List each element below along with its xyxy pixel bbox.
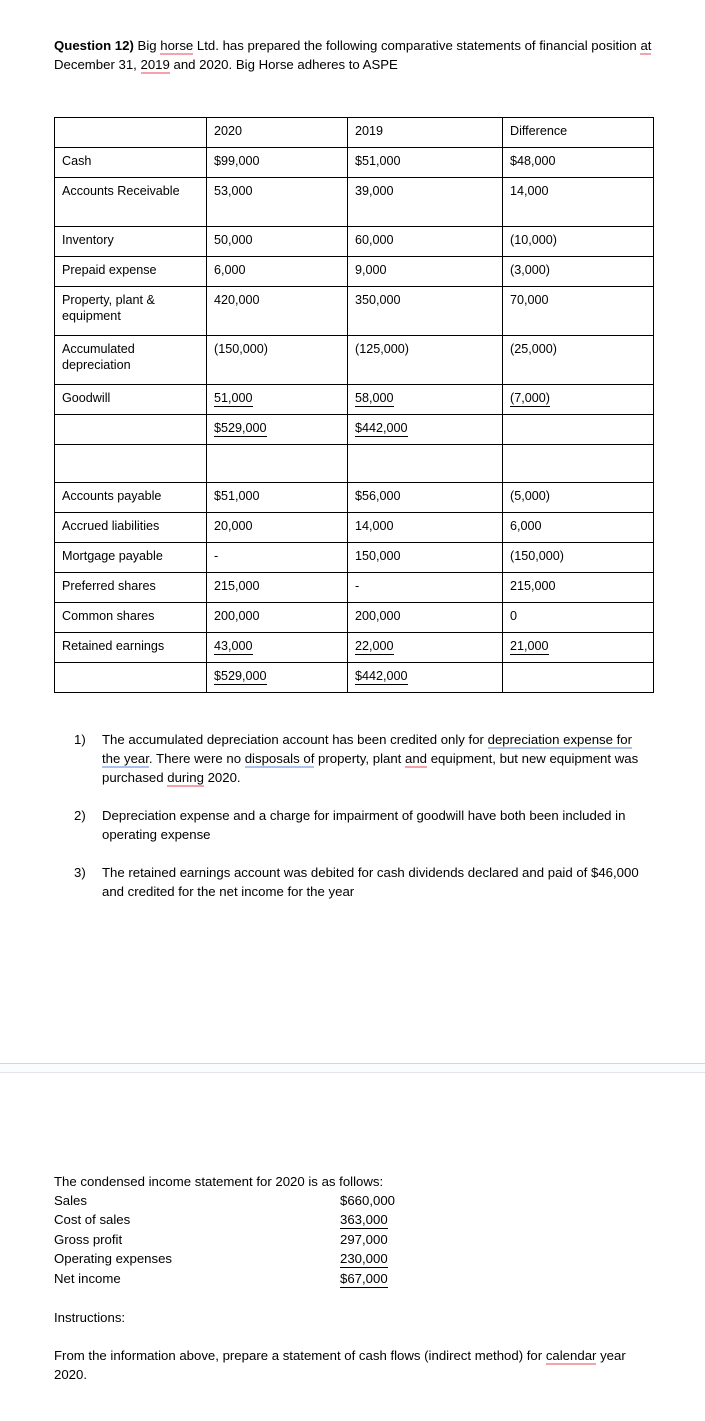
table-row <box>55 603 654 633</box>
row-value-2020-cell: 20,000 <box>207 513 348 543</box>
income-statement-row <box>54 1210 474 1229</box>
row-value-2019-cell <box>348 445 503 483</box>
underlined-total: (7,000) <box>510 391 550 405</box>
note-text: Depreciation expense and a charge for impairment of goodwill have both been included in operating expense <box>102 808 626 842</box>
question-text-d: and 2020. Big Horse adheres to ASPE <box>169 57 398 72</box>
row-difference-cell <box>503 385 654 415</box>
row-difference-cell: (10,000) <box>503 227 654 257</box>
row-value-2020-cell: 420,000 <box>207 287 348 336</box>
question-number: Question 12) <box>54 38 134 53</box>
note-text-e: 2020. <box>203 770 241 785</box>
header-cell-2019: 2019 <box>348 118 503 148</box>
table-row <box>55 257 654 287</box>
income-line-value <box>340 1249 388 1268</box>
row-value-2019-cell: $56,000 <box>348 483 503 513</box>
row-value-2020-cell <box>207 415 348 445</box>
question-text-c: December 31, <box>54 57 141 72</box>
income-statement-row <box>54 1249 474 1268</box>
comparative-financial-position-table <box>54 117 654 693</box>
row-value-2019-cell <box>348 633 503 663</box>
row-label-cell <box>55 445 207 483</box>
income-line-value: 297,000 <box>340 1231 388 1247</box>
table-row <box>55 663 654 693</box>
underlined-total: 58,000 <box>355 391 394 405</box>
table-row <box>55 483 654 513</box>
spellcheck-word-horse: horse <box>160 38 194 53</box>
list-item <box>74 806 654 844</box>
list-item <box>74 730 654 787</box>
note-number: 2) <box>74 808 86 823</box>
income-statement-intro: The condensed income statement for 2020 is as follows: <box>54 1174 384 1189</box>
row-difference-cell: 70,000 <box>503 287 654 336</box>
row-value-2019-cell: 60,000 <box>348 227 503 257</box>
row-value-2020-cell <box>207 445 348 483</box>
row-value-2019-cell: $51,000 <box>348 148 503 178</box>
row-difference-cell: 215,000 <box>503 573 654 603</box>
row-difference-cell <box>503 415 654 445</box>
row-value-2019-cell: (125,000) <box>348 336 503 385</box>
row-value-2019-cell: 150,000 <box>348 543 503 573</box>
row-difference-cell: 6,000 <box>503 513 654 543</box>
row-difference-cell: (5,000) <box>503 483 654 513</box>
note-text-b: . There were no <box>148 751 245 766</box>
list-item <box>74 863 654 901</box>
underlined-total: 22,000 <box>355 639 394 653</box>
row-difference-cell <box>503 633 654 663</box>
table-row <box>55 513 654 543</box>
row-difference-cell: (150,000) <box>503 543 654 573</box>
row-label-cell: Property, plant & equipment <box>55 287 207 336</box>
row-value-2020-cell: 200,000 <box>207 603 348 633</box>
header-cell-difference: Difference <box>503 118 654 148</box>
instructions-text-b: year 2020. <box>54 1348 626 1382</box>
row-label-cell: Prepaid expense <box>55 257 207 287</box>
row-value-2020-cell: $51,000 <box>207 483 348 513</box>
table-row <box>55 178 654 227</box>
spellcheck-word-2019: 2019 <box>140 57 170 72</box>
row-value-2019-cell <box>348 415 503 445</box>
row-value-2020-cell: (150,000) <box>207 336 348 385</box>
spellcheck-word-calendar: calendar <box>545 1348 597 1363</box>
row-difference-cell: $48,000 <box>503 148 654 178</box>
row-value-2019-cell <box>348 385 503 415</box>
row-label-cell: Preferred shares <box>55 573 207 603</box>
row-label-cell: Cash <box>55 148 207 178</box>
header-cell-2020: 2020 <box>207 118 348 148</box>
row-label-cell: Accounts payable <box>55 483 207 513</box>
spellcheck-word-and: and <box>405 751 428 766</box>
income-line-value <box>340 1210 388 1229</box>
row-label-cell: Inventory <box>55 227 207 257</box>
question-text-a: Big <box>133 38 161 53</box>
page-break-divider <box>0 1063 705 1073</box>
table-row <box>55 148 654 178</box>
underlined-total: 51,000 <box>214 391 253 405</box>
underlined-amount: 230,000 <box>340 1251 388 1267</box>
row-difference-cell <box>503 663 654 693</box>
instructions-body <box>54 1346 644 1384</box>
row-label-cell: Accounts Receivable <box>55 178 207 227</box>
row-label-cell: Mortgage payable <box>55 543 207 573</box>
underlined-total: $529,000 <box>214 421 267 435</box>
row-value-2019-cell: 9,000 <box>348 257 503 287</box>
row-label-cell: Common shares <box>55 603 207 633</box>
row-value-2020-cell: 6,000 <box>207 257 348 287</box>
income-line-label: Net income <box>54 1270 121 1286</box>
row-value-2020-cell: $99,000 <box>207 148 348 178</box>
table-row <box>55 287 654 336</box>
question-heading <box>54 36 654 74</box>
notes-list <box>74 730 654 901</box>
note-text: The retained earnings account was debited for cash dividends declared and paid of $46,000 and credited for the net income for the year <box>102 865 639 899</box>
income-line-value: $660,000 <box>340 1193 396 1208</box>
row-value-2020-cell: 215,000 <box>207 573 348 603</box>
table-row <box>55 227 654 257</box>
row-value-2019-cell: 14,000 <box>348 513 503 543</box>
underlined-amount: 363,000 <box>340 1212 388 1228</box>
income-line-label: Sales <box>54 1193 87 1208</box>
row-label-cell: Retained earnings <box>55 633 207 663</box>
table-row <box>55 543 654 573</box>
table-row <box>55 415 654 445</box>
income-statement-row <box>54 1230 474 1249</box>
row-label-cell: Accrued liabilities <box>55 513 207 543</box>
row-value-2019-cell: 350,000 <box>348 287 503 336</box>
note-number: 3) <box>74 865 86 880</box>
table-row <box>55 336 654 385</box>
row-label-cell: Goodwill <box>55 385 207 415</box>
row-value-2020-cell: 50,000 <box>207 227 348 257</box>
income-line-value <box>340 1269 388 1288</box>
row-difference-cell: (3,000) <box>503 257 654 287</box>
spellcheck-word-at: at <box>640 38 652 53</box>
row-value-2019-cell: - <box>348 573 503 603</box>
row-label-cell: Accumulated depreciation <box>55 336 207 385</box>
income-line-label: Operating expenses <box>54 1251 173 1267</box>
table-row <box>55 633 654 663</box>
income-statement-row <box>54 1191 474 1210</box>
header-cell-blank <box>55 118 207 148</box>
table-row <box>55 385 654 415</box>
row-difference-cell <box>503 445 654 483</box>
table-body <box>55 118 654 693</box>
grammar-phrase-depreciation-expense: depreciation expense for the year <box>102 732 633 766</box>
income-line-label: Cost of sales <box>54 1212 131 1228</box>
note-text-c: property, plant <box>314 751 406 766</box>
note-text-d: equipment, but new equipment was purchased <box>102 751 639 785</box>
question-text-b: Ltd. has prepared the following comparative statements of financial position <box>193 38 641 53</box>
row-value-2020-cell: 53,000 <box>207 178 348 227</box>
row-value-2019-cell: 200,000 <box>348 603 503 633</box>
row-value-2020-cell: - <box>207 543 348 573</box>
row-difference-cell: (25,000) <box>503 336 654 385</box>
row-value-2020-cell <box>207 663 348 693</box>
underlined-total: 21,000 <box>510 639 549 653</box>
instructions-text-a: From the information above, prepare a statement of cash flows (indirect method) for <box>54 1348 546 1363</box>
underlined-total: $529,000 <box>214 669 267 683</box>
underlined-total: $442,000 <box>355 421 408 435</box>
spellcheck-word-during: during <box>167 770 204 785</box>
note-number: 1) <box>74 732 86 747</box>
row-value-2020-cell <box>207 385 348 415</box>
income-line-label: Gross profit <box>54 1231 123 1247</box>
income-statement-list <box>54 1191 474 1288</box>
income-statement-row <box>54 1269 474 1288</box>
row-value-2019-cell <box>348 663 503 693</box>
grammar-phrase-disposals-of: disposals of <box>244 751 315 766</box>
row-label-cell <box>55 663 207 693</box>
note-text-a: The accumulated depreciation account has been credited only for <box>102 732 488 747</box>
instructions-label: Instructions: <box>54 1310 126 1325</box>
row-difference-cell: 0 <box>503 603 654 633</box>
table-row <box>55 573 654 603</box>
underlined-total: $442,000 <box>355 669 408 683</box>
row-value-2020-cell <box>207 633 348 663</box>
underlined-total: 43,000 <box>214 639 253 653</box>
row-value-2019-cell: 39,000 <box>348 178 503 227</box>
underlined-amount: $67,000 <box>340 1270 388 1286</box>
table-spacer-row <box>55 445 654 483</box>
row-label-cell <box>55 415 207 445</box>
table-header-row <box>55 118 654 148</box>
row-difference-cell: 14,000 <box>503 178 654 227</box>
